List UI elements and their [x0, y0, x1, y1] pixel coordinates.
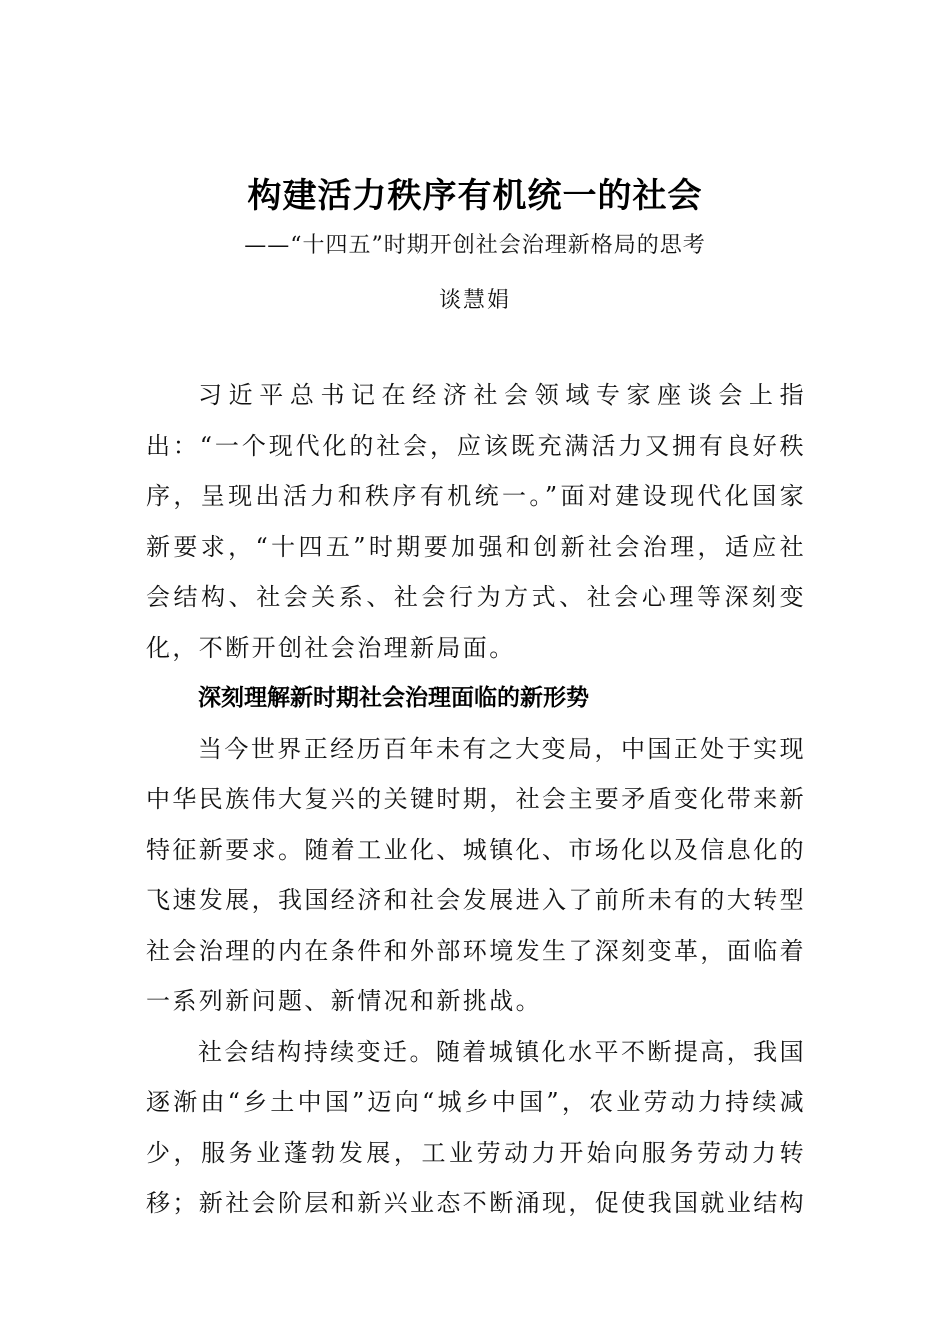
structure-lead: 社会结构持续变迁。	[198, 1037, 436, 1066]
structure-paragraph	[146, 1027, 806, 1229]
author-name: 谈慧娟	[438, 288, 511, 313]
document-body	[146, 370, 806, 1229]
structure-text: 随着城镇化水平不断提高，我国逐渐由“乡土中国”迈向“城乡中国”，农业劳动力持续减少，服务业蓬勃发展，工业劳动力开始向服务劳动力转移；新社会阶层和新兴业态不断涌现，促使我国就业结构	[146, 1037, 806, 1217]
section-paragraph: 当今世界正经历百年未有之大变局，中国正处于实现中华民族伟大复兴的关键时期，社会主要矛盾变化带来新特征新要求。随着工业化、城镇化、市场化以及信息化的飞速发展，我国经济和社会发展进入了前所未有的大转型社会治理的内在条件和外部环境发生了深刻变革，面临着一系列新问题、新情况和新挑战。	[146, 734, 806, 1015]
section-heading: 深刻理解新时期社会治理面临的新形势	[198, 685, 589, 711]
document-subtitle: ——“十四五”时期开创社会治理新格局的思考	[244, 233, 706, 258]
document-title: 构建活力秩序有机统一的社会	[247, 176, 703, 216]
intro-paragraph: 习近平总书记在经济社会领域专家座谈会上指出：“一个现代化的社会，应该既充满活力又拥有良好秩序，呈现出活力和秩序有机统一。”面对建设现代化国家新要求，“十四五”时期要加强和创新社会治理，适应社会结构、社会关系、社会行为方式、社会心理等深刻变化，不断开创社会治理新局面。	[146, 381, 806, 662]
